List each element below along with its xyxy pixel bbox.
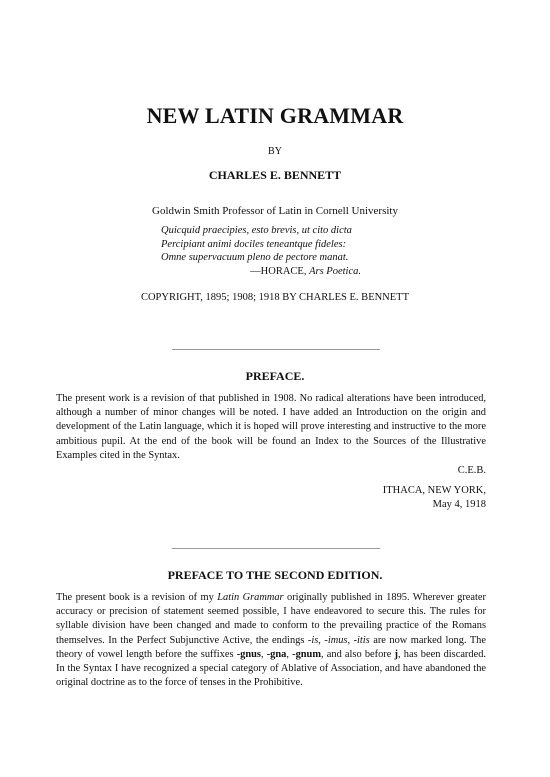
preface-signature: C.E.B.: [457, 465, 486, 476]
section-divider: [172, 349, 380, 350]
book-title-italic: Latin Grammar: [217, 592, 284, 603]
text-run: originally published in 1895. Wherever greater accuracy or precision of statement seemed possible, I have endeavored to secure this. The rules for syllable division have been changed and made to conform to the prevailing practice of the Romans themselves. In the Perfect Subjunctive Active, the endings: [56, 592, 486, 646]
epigraph-line: Omne supervacuum pleno de pectore manat.: [161, 252, 349, 263]
by-line: BY: [268, 146, 282, 157]
text-run: are now marked long. The theory of vowel length before the suffixes: [56, 634, 486, 660]
author-affiliation: Goldwin Smith Professor of Latin in Cornell University: [152, 205, 398, 217]
epigraph: [161, 224, 361, 278]
epigraph-work: Ars Poetica.: [309, 265, 361, 277]
suffix-bold: -gnus: [236, 648, 261, 660]
preface-place: ITHACA, NEW YORK,: [382, 485, 486, 496]
book-title: NEW LATIN GRAMMAR: [146, 103, 404, 128]
epigraph-line: Quicquid praecipies, esto brevis, ut cito dicta: [161, 225, 352, 236]
suffix-bold: -gna: [266, 648, 287, 660]
ending-italic: -imus: [324, 634, 348, 646]
epigraph-line: Percipiant animi dociles teneantque fideles:: [161, 238, 347, 250]
second-preface-paragraph: [56, 591, 486, 690]
text-run: The present book is a revision of my: [56, 592, 218, 603]
copyright-notice: COPYRIGHT, 1895; 1908; 1918 BY CHARLES E. BENNETT: [140, 292, 410, 303]
text-run: ,: [347, 634, 354, 646]
preface-heading: PREFACE.: [245, 369, 305, 383]
epigraph-author: —HORACE,: [250, 265, 310, 277]
epigraph-attribution: [161, 265, 361, 279]
text-run: ,: [286, 648, 293, 660]
author-name: CHARLES E. BENNETT: [208, 168, 342, 182]
ending-italic: -itis: [353, 634, 370, 646]
text-run: , and also before: [321, 648, 395, 660]
text-run: ,: [260, 648, 267, 660]
letter-bold: j: [394, 648, 399, 660]
preface-date: May 4, 1918: [432, 499, 486, 510]
preface-paragraph: The present work is a revision of that published in 1908. No radical alterations have been introduced, although a number of minor changes will be noted. I have added an Introduction on the origin and development of the Latin language, which it is hoped will prove interesting and instructive to the more ambitious pupil. At the end of the book will be found an Index to the Sources of the Illustrative Examples cited in the Syntax.: [56, 393, 486, 461]
preface-place-date: [286, 484, 486, 512]
text-run: , has been discarded. In the Syntax I have recognized a special category of Ablative of Association, and have abandoned the original doctrine as to the force of tenses in the Prohibitive.: [56, 648, 486, 689]
text-run: ,: [318, 634, 325, 646]
suffix-bold: -gnum: [292, 648, 321, 660]
second-preface-heading: PREFACE TO THE SECOND EDITION.: [167, 568, 383, 582]
section-divider: [172, 548, 380, 549]
ending-italic: -is: [307, 634, 319, 646]
